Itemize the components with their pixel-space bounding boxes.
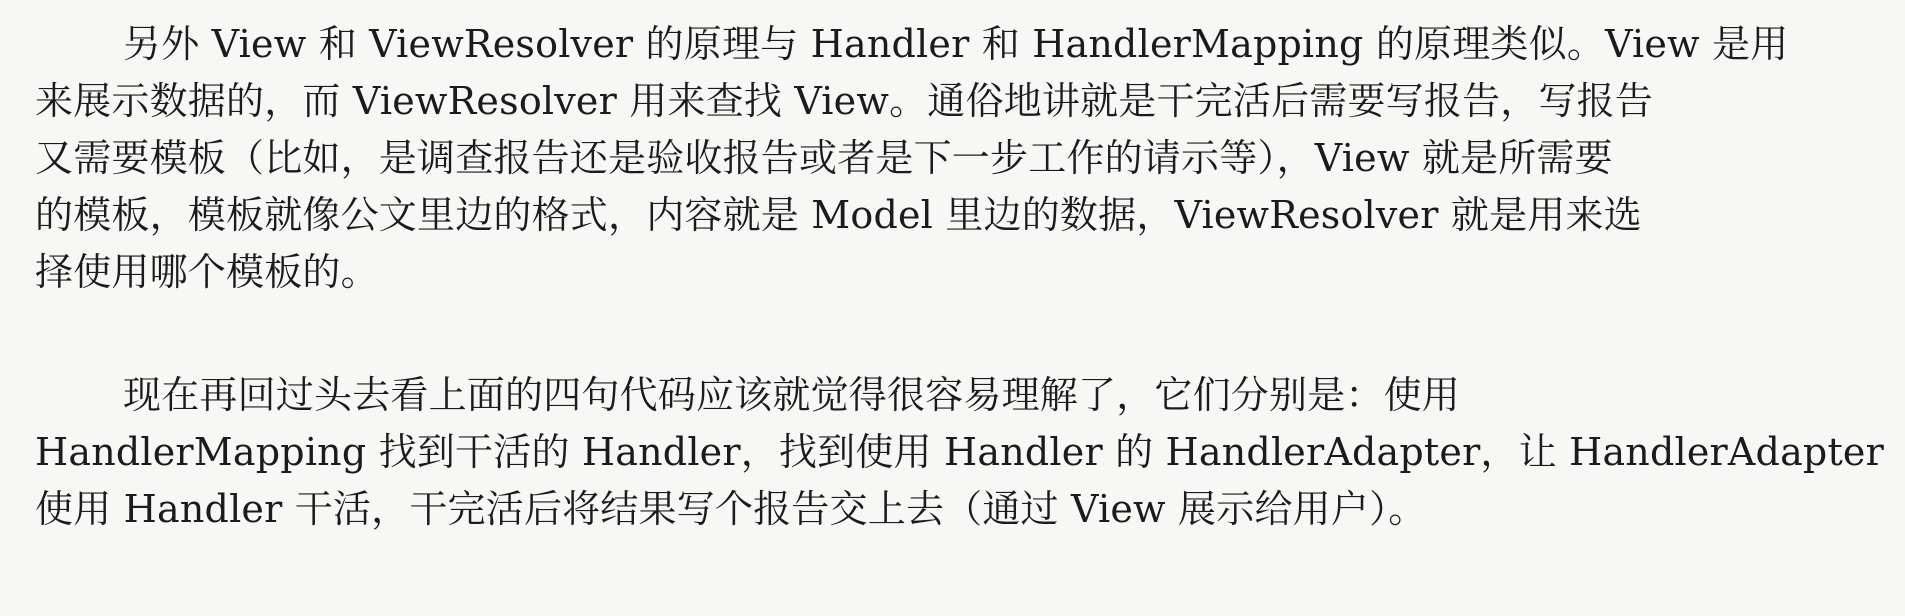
text-line: 来展示数据的，而 ViewResolver 用来查找 View。通俗地讲就是干完活后需要写报告，写报告 <box>35 79 1654 123</box>
text-line: 又需要模板（比如，是调查报告还是验收报告或者是下一步工作的请示等），View 就是所需要 <box>35 136 1613 180</box>
text-line: 另外 View 和 ViewResolver 的原理与 Handler 和 HandlerMapping 的原理类似。View 是用 <box>123 22 1789 66</box>
text-line: 现在再回过头去看上面的四句代码应该就觉得很容易理解了，它们分别是：使用 <box>123 373 1461 417</box>
paragraph-view-resolver <box>35 16 1875 301</box>
text-line: HandlerMapping 找到干活的 Handler，找到使用 Handler 的 HandlerAdapter，让 HandlerAdapter <box>35 430 1884 474</box>
text-line: 使用 Handler 干活，干完活后将结果写个报告交上去（通过 View 展示给用户）。 <box>35 487 1427 531</box>
paragraph-summary <box>35 367 1884 538</box>
text-line: 的模板，模板就像公文里边的格式，内容就是 Model 里边的数据，ViewResolver 就是用来选 <box>35 193 1642 237</box>
text-line: 择使用哪个模板的。 <box>35 250 379 294</box>
